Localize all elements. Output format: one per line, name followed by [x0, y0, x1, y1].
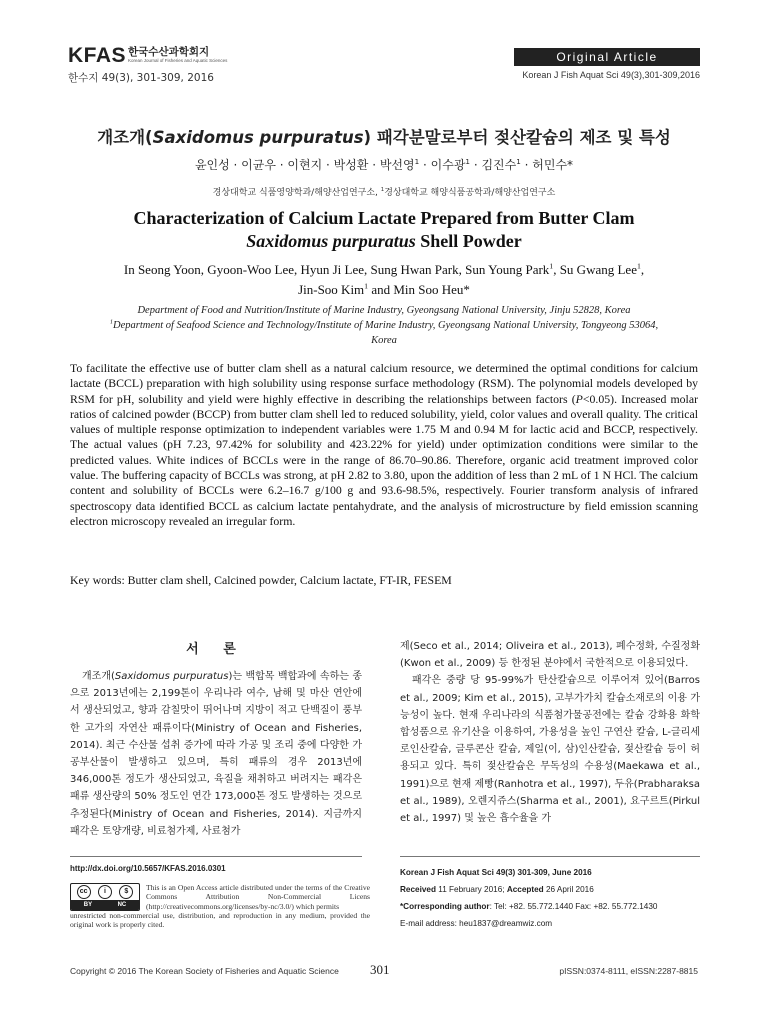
intro-paragraph-1: 개조개(Saxidomus purpuratus)는 백합목 백합과에 속하는 종으로 2013년에는 2,199톤이 우리나라 여수, 남해 및 마산 연안에서 생산되었고, 향과 감칠맛이 뛰어나며 지방이 적고 단백질이 풍부한 고가의 자연산 패류이다(Ministry of Ocean and Fisheries, 2014). 최근 수산물 섭취 증가에 따라 가공 및 조리 중에 다양한 가공부산물이 발생하고 있으며, 특히 패류의 경우 2013년에 346,000톤 정도가 생산되었고, 육질을 채취하고 버려지는 패각은 패류 생산량의 50% 정도인 연간 173,000톤 정도 발생하는 것으로 추정된다(Ministry of Ocean and Fisheries, 2014). 지금까지 패각은 토양개량, 비료첨가제, 사료첨가	[70, 671, 363, 837]
intro-paragraph-continued: 제(Seco et al., 2014; Oliveira et al., 2013), 폐수정화, 수질정화(Kwon et al., 2009) 등 한정된 분야에서 국한적으로 이용되었다.	[400, 641, 700, 670]
journal-issue-line: Korean J Fish Aquat Sci 49(3) 301-309, June 2016	[400, 868, 592, 877]
abstract: To facilitate the effective use of butter clam shell as a natural calcium resource, we determined the optimal conditions for calcium lactate (BCCL) preparation with high solubility using response surface methodology (RSM). The polynomial models developed by RSM for pH, solubility and yield were highly effective in describing the relationships between factors (P<0.05). Increased molar ratios of calcined powder (BCCP) from butter clam shell led to reduced solubility, yield, color values and overall quality. The critical values of multiple response optimization to independent variables were 1.75 M and 0.94 M for lactic acid and BCCP, respectively. The actual values (pH 7.23, 97.42% for solubility and 423.22% for yield) under optimization conditions were similar to the predicted values. White indices of BCCLs were in the range of 86.70–90.86. Therefore, organic acid treatment improved color value. The buffering capacity of BCCLs was strong, at pH 2.82 to 3.80, upon the addition of less than 2 mL of 1 N HCl. The calcium content and solubility of BCCLs were 6.2–16.7 g/100 g and 93.6-98.5%, respectively. Fourier transform analysis of infrared spectroscopy data identified BCCL as calcium lactate pentahydrate, and the analysis of microstructure by field emission scanning electron microscopy revealed an irregular form.	[70, 361, 698, 528]
logo-english-text: Korean Journal of Fisheries and Aquatic Sciences	[128, 58, 228, 63]
keywords: Key words: Butter clam shell, Calcined powder, Calcium lactate, FT-IR, FESEM	[70, 573, 452, 587]
corresponding-author: *Corresponding author: Tel: +82. 55.772.1440 Fax: +82. 55.772.1430	[400, 902, 658, 911]
noncommercial-icon: $	[119, 885, 133, 899]
authors-english: In Seong Yoon, Gyoon-Woo Lee, Hyun Ji Lee, Sung Hwan Park, Sun Young Park$^1$, Su Gwang Lee$^1$, Jin-Soo Kim$^1$ and Min Soo Heu*	[123, 261, 645, 297]
issn-info: pISSN:0374-8111, eISSN:2287-8815	[559, 966, 698, 976]
cc-icon: cc	[77, 885, 91, 899]
license-text-continued: unrestricted non-commercial use, distribution, and reproduction in any medium, provided the original work is properly cited.	[70, 911, 370, 930]
email-address: E-mail address: heu1837@dreamwiz.com	[400, 919, 553, 928]
body-column-left	[70, 638, 362, 840]
affiliation-korean: 경상대학교 식품영양학과/해양산업연구소, $^1$경상대학교 해양식품공학과/해양산업연구소	[212, 187, 556, 198]
intro-paragraph-2: 패각은 중량 당 95-99%가 탄산칼슘으로 이루어져 있어(Barros et al., 2009; Kim et al., 2015), 고부가가치 칼슘소재로의 이용 가능성이 높다. 현재 우리나라의 식품첨가물공전에는 칼슘 강화용 화학 합성품으로 유기산을 이용하여, 가용성을 높인 구연산 칼슘, L-글리세로인산칼슘, 글루콘산 칼슘, 제일(이, 삼)인산칼슘, 젖산칼슘 등이 허용되고 있다. 특히 젖산칼슘은 무독성의 수용성(Maekawa et al., 1991)으로 현재 제빵(Ranhotra et al., 1997), 두유(Prabharaksa et al., 1989), 오렌지쥬스(Sharma et al., 2001), 요구르트(Pirkul et al., 1997) 및 높은 흡수율을 가	[400, 675, 700, 825]
footer-license-block	[70, 864, 370, 930]
footer-divider-left	[70, 856, 362, 857]
authors-korean: 윤인성 · 이균우 · 이현지 · 박성환 · 박선영$^1$ · 이수광$^1$ · 김진수$^1$ · 허민수*	[194, 157, 574, 172]
title-korean: 개조개(Saxidomus purpuratus) 패각분말로부터 젖산칼슘의 제조 및 특성	[97, 128, 671, 147]
title-english: Characterization of Calcium Lactate Prepared from Butter Clam Saxidomus purpuratus Shell Powder	[133, 208, 635, 251]
received-accepted-dates: Received 11 February 2016; Accepted 26 April 2016	[400, 885, 594, 894]
footer-article-info	[400, 864, 700, 932]
attribution-icon: i	[98, 885, 112, 899]
journal-citation-english: Korean J Fish Aquat Sci 49(3),301-309,2016	[522, 70, 700, 80]
cc-by-nc-icon: cc i $ BY NC	[70, 883, 140, 911]
license-text: This is an Open Access article distributed under the terms of the Creative Commons Attribution Non-Commercial Licens (http://creativecommons.org/licenses/by-nc/3.0/) which permits	[146, 883, 370, 911]
footer-divider-right	[400, 856, 700, 857]
section-heading-introduction: 서 론	[186, 642, 246, 657]
logo-kfas-text: KFAS	[68, 44, 127, 67]
doi-link[interactable]: http://dx.doi.org/10.5657/KFAS.2016.0301	[70, 864, 226, 873]
page-header	[68, 44, 700, 84]
logo-korean-text: 한국수산과학회지	[128, 46, 210, 58]
article-type-badge: Original Article	[514, 48, 700, 66]
affiliation-english: Department of Food and Nutrition/Institute of Marine Industry, Gyeongsang National University, Jinju 52828, Korea $^1$Department of Seafood Science and Technology/Institute of Marine Industry, Gyeongsang National University, Tongyeong 53064, Korea	[109, 305, 659, 346]
copyright-notice: Copyright © 2016 The Korean Society of Fisheries and Aquatic Science	[70, 966, 339, 976]
page-number: 301	[370, 962, 390, 977]
kfas-logo	[68, 44, 227, 70]
journal-citation-korean: 한수지 49(3), 301-309, 2016	[68, 72, 214, 84]
body-column-right	[400, 638, 700, 827]
